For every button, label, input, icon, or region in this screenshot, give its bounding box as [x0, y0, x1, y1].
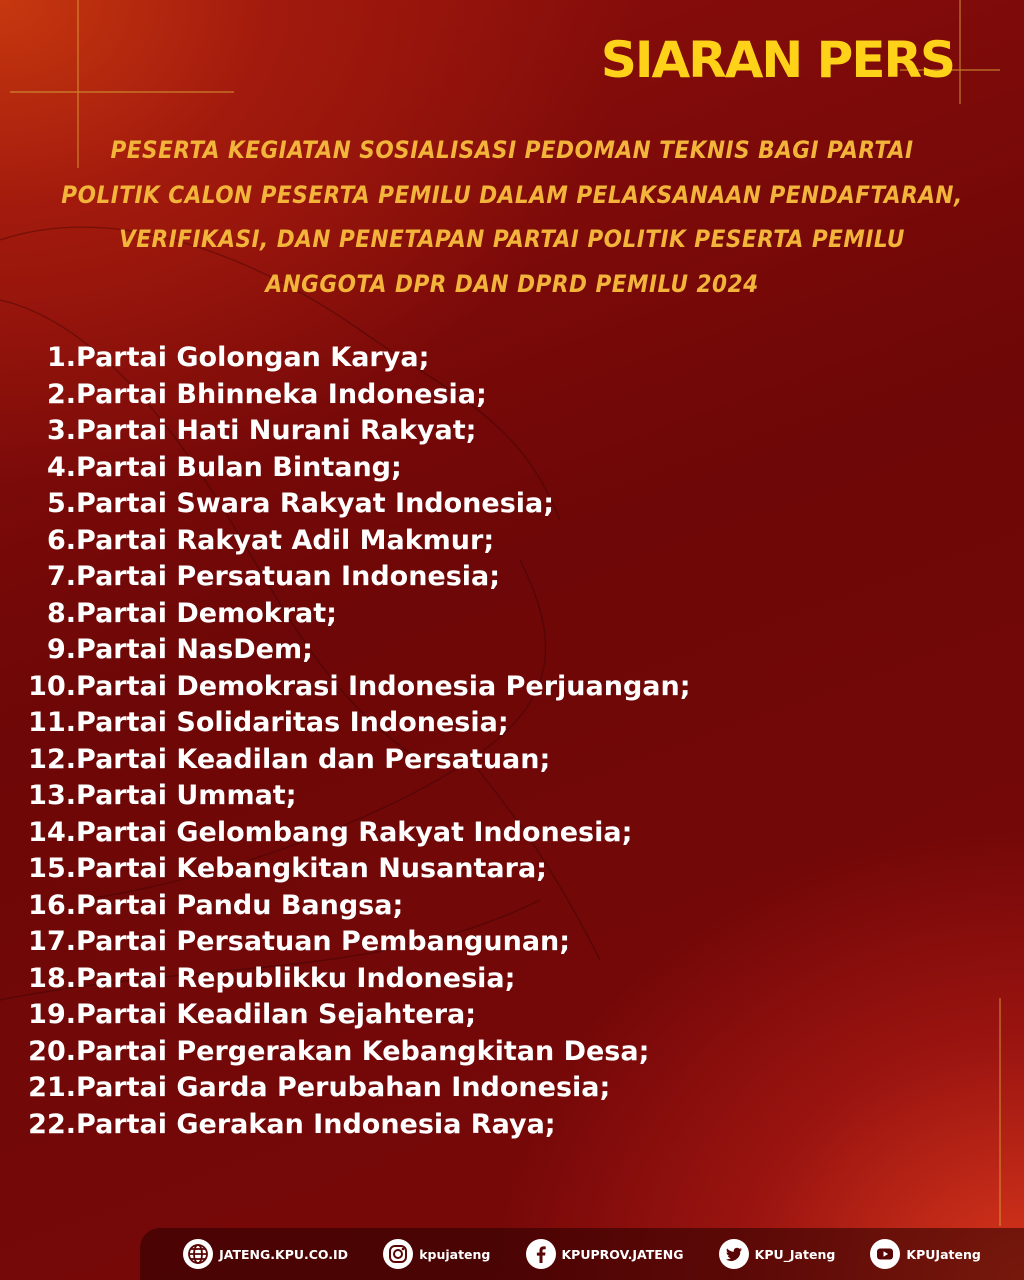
facebook-label: KPUPROV.JATENG: [561, 1246, 684, 1262]
party-name: Partai Garda Perubahan Indonesia;: [76, 1072, 611, 1103]
party-list-item: [0, 778, 691, 815]
party-list-item: [0, 340, 691, 377]
instagram-label: kpujateng: [419, 1246, 491, 1262]
item-number: 21.: [28, 1072, 76, 1103]
twitter-link[interactable]: [719, 1239, 836, 1269]
party-name: Partai Hati Nurani Rakyat;: [76, 415, 477, 446]
facebook-link[interactable]: [526, 1239, 684, 1269]
item-number: 18.: [28, 962, 76, 994]
youtube-icon: [870, 1239, 900, 1269]
press-release-title: SIARAN PERS: [600, 31, 954, 89]
instagram-link[interactable]: [383, 1239, 490, 1269]
party-list-item: [0, 1070, 691, 1107]
item-number: 5.: [46, 488, 76, 519]
party-list-item: [0, 815, 691, 852]
item-number: 4.: [46, 451, 76, 483]
facebook-icon: [526, 1239, 556, 1269]
item-number: 19.: [28, 999, 76, 1030]
party-name: Partai Republikku Indonesia;: [76, 962, 516, 994]
item-number: 11.: [28, 707, 76, 738]
party-name: Partai Keadilan dan Persatuan;: [76, 743, 551, 775]
party-name: Partai Rakyat Adil Makmur;: [76, 524, 495, 556]
party-list-item: [0, 632, 691, 669]
party-list-item: [0, 851, 691, 888]
item-number: 7.: [46, 561, 76, 592]
party-name: Partai Gelombang Rakyat Indonesia;: [76, 816, 633, 848]
party-name: Partai Pergerakan Kebangkitan Desa;: [76, 1035, 650, 1067]
party-name: Partai Persatuan Indonesia;: [76, 561, 501, 592]
party-list-item: [0, 559, 691, 596]
subtitle-line: POLITIK CALON PESERTA PEMILU DALAM PELAKSANAAN PENDAFTARAN,: [61, 180, 963, 209]
item-number: 10.: [28, 670, 76, 702]
subtitle-line: ANGGOTA DPR DAN DPRD PEMILU 2024: [265, 269, 759, 298]
item-number: 20.: [28, 1035, 76, 1067]
website-label: JATENG.KPU.CO.ID: [219, 1246, 349, 1262]
party-name: Partai Keadilan Sejahtera;: [76, 999, 477, 1030]
party-list-item: [0, 486, 691, 523]
party-list-item: [0, 1034, 691, 1071]
globe-icon: [183, 1239, 213, 1269]
social-footer: [140, 1228, 1024, 1280]
party-name: Partai Bulan Bintang;: [76, 451, 402, 483]
item-number: 12.: [28, 743, 76, 775]
item-number: 6.: [46, 524, 76, 556]
party-list-item: [0, 961, 691, 998]
youtube-link[interactable]: [870, 1239, 980, 1269]
party-name: Partai Solidaritas Indonesia;: [76, 707, 509, 738]
party-name: Partai Bhinneka Indonesia;: [76, 378, 487, 410]
party-name: Partai Persatuan Pembangunan;: [76, 926, 571, 957]
subtitle-line: VERIFIKASI, DAN PENETAPAN PARTAI POLITIK PESERTA PEMILU: [119, 225, 905, 253]
party-name: Partai Pandu Bangsa;: [76, 889, 404, 921]
twitter-label: KPU_Jateng: [754, 1246, 836, 1262]
website-link[interactable]: [183, 1239, 348, 1269]
party-list-item: [0, 523, 691, 560]
party-list-item: [0, 742, 691, 779]
party-list-item: [0, 669, 691, 706]
item-number: 22.: [28, 1108, 76, 1140]
party-name: Partai NasDem;: [76, 634, 313, 665]
item-number: 2.: [46, 378, 76, 410]
item-number: 15.: [28, 853, 76, 884]
item-number: 14.: [28, 816, 76, 848]
item-number: 16.: [28, 889, 76, 921]
youtube-label: KPUJateng: [906, 1246, 981, 1262]
event-description: [40, 128, 984, 306]
party-list-item: [0, 596, 691, 633]
twitter-icon: [719, 1239, 749, 1269]
item-number: 8.: [46, 597, 76, 629]
party-list-item: [0, 377, 691, 414]
item-number: 17.: [28, 926, 76, 957]
party-list-item: [0, 924, 691, 961]
item-number: 9.: [46, 634, 76, 665]
party-list-item: [0, 413, 691, 450]
party-list: [0, 340, 691, 1143]
party-name: Partai Demokrasi Indonesia Perjuangan;: [76, 670, 691, 702]
party-name: Partai Swara Rakyat Indonesia;: [76, 488, 555, 519]
party-name: Partai Gerakan Indonesia Raya;: [76, 1108, 556, 1140]
party-name: Partai Ummat;: [76, 780, 297, 811]
party-name: Partai Kebangkitan Nusantara;: [76, 853, 547, 884]
item-number: 13.: [28, 780, 76, 811]
party-list-item: [0, 888, 691, 925]
party-name: Partai Golongan Karya;: [76, 342, 430, 373]
party-list-item: [0, 705, 691, 742]
subtitle-line: PESERTA KEGIATAN SOSIALISASI PEDOMAN TEKNIS BAGI PARTAI: [110, 136, 914, 164]
item-number: 1.: [46, 342, 76, 373]
party-list-item: [0, 450, 691, 487]
party-list-item: [0, 1107, 691, 1144]
party-name: Partai Demokrat;: [76, 597, 337, 629]
party-list-item: [0, 997, 691, 1034]
item-number: 3.: [46, 415, 76, 446]
instagram-icon: [383, 1239, 413, 1269]
